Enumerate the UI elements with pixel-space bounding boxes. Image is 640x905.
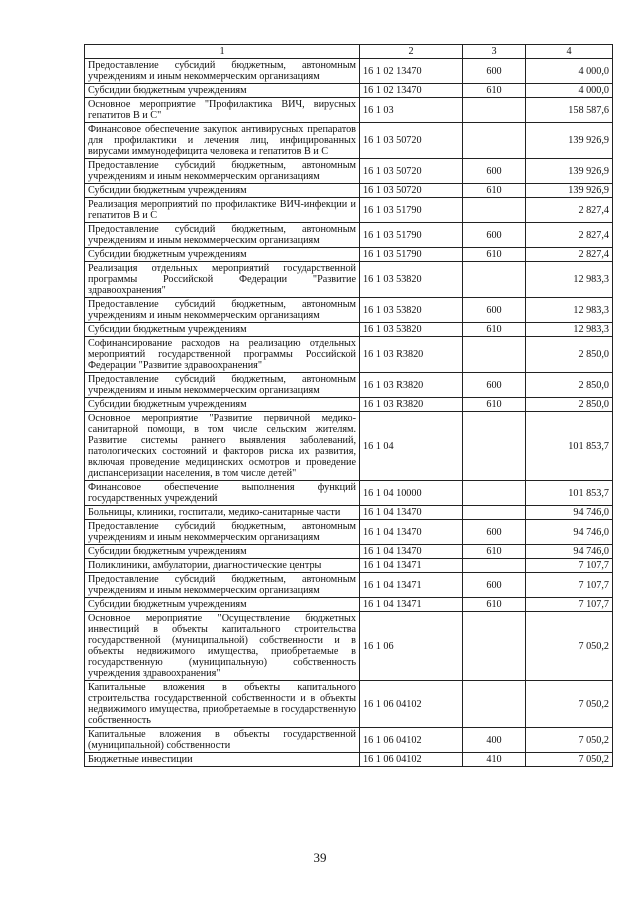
row-expense-type: 610 <box>463 84 526 98</box>
row-amount: 139 926,9 <box>526 184 613 198</box>
row-name: Субсидии бюджетным учреждениям <box>85 184 360 198</box>
row-expense-type: 600 <box>463 59 526 84</box>
row-code: 16 1 06 04102 <box>360 681 463 728</box>
row-code: 16 1 04 10000 <box>360 481 463 506</box>
row-expense-type <box>463 559 526 573</box>
header-col-3: 3 <box>463 45 526 59</box>
table-row <box>85 728 613 753</box>
row-amount: 158 587,6 <box>526 98 613 123</box>
row-amount: 4 000,0 <box>526 59 613 84</box>
row-amount: 2 850,0 <box>526 398 613 412</box>
row-code: 16 1 04 13471 <box>360 598 463 612</box>
row-code: 16 1 03 50720 <box>360 159 463 184</box>
row-code: 16 1 02 13470 <box>360 84 463 98</box>
table-row <box>85 59 613 84</box>
row-name: Основное мероприятие "Осуществление бюджетных инвестиций в объекты капитального строительства государственной (муниципальной) собственности и в объекты недвижимого имущества, приобретаемые в государственную (муниципальную) собственность учреждения здравоохранения" <box>85 612 360 681</box>
row-amount: 139 926,9 <box>526 159 613 184</box>
row-name: Основное мероприятие "Развитие первичной медико-санитарной помощи, в том числе сельским жителям. Развитие системы раннего выявления заболеваний, патологических состояний и факторов риска их развития, включая проведение медицинских осмотров и проведение диспансеризации населения, в том числе детей" <box>85 412 360 481</box>
row-amount: 7 107,7 <box>526 573 613 598</box>
row-name: Предоставление субсидий бюджетным, автономным учреждениям и иным некоммерческим организациям <box>85 573 360 598</box>
row-expense-type <box>463 681 526 728</box>
table-row <box>85 184 613 198</box>
row-amount: 7 050,2 <box>526 753 613 767</box>
row-code: 16 1 03 R3820 <box>360 337 463 373</box>
row-name: Предоставление субсидий бюджетным, автономным учреждениям и иным некоммерческим организациям <box>85 59 360 84</box>
row-amount: 139 926,9 <box>526 123 613 159</box>
row-code: 16 1 04 13471 <box>360 559 463 573</box>
row-amount: 7 050,2 <box>526 612 613 681</box>
row-code: 16 1 03 <box>360 98 463 123</box>
row-amount: 7 050,2 <box>526 681 613 728</box>
row-amount: 12 983,3 <box>526 323 613 337</box>
row-code: 16 1 03 50720 <box>360 184 463 198</box>
row-expense-type <box>463 412 526 481</box>
row-code: 16 1 06 <box>360 612 463 681</box>
row-amount: 101 853,7 <box>526 481 613 506</box>
row-expense-type: 610 <box>463 323 526 337</box>
row-amount: 94 746,0 <box>526 506 613 520</box>
row-amount: 7 050,2 <box>526 728 613 753</box>
row-name: Капитальные вложения в объекты капитального строительства государственной собственности и в объекты недвижимого имущества, приобретаемые в государственную собственность <box>85 681 360 728</box>
row-name: Поликлиники, амбулатории, диагностические центры <box>85 559 360 573</box>
header-col-4: 4 <box>526 45 613 59</box>
row-amount: 12 983,3 <box>526 262 613 298</box>
table-body <box>85 59 613 767</box>
row-expense-type <box>463 262 526 298</box>
table-row <box>85 412 613 481</box>
row-expense-type <box>463 337 526 373</box>
row-name: Субсидии бюджетным учреждениям <box>85 398 360 412</box>
row-code: 16 1 02 13470 <box>360 59 463 84</box>
row-code: 16 1 06 04102 <box>360 753 463 767</box>
table-row <box>85 323 613 337</box>
row-amount: 2 850,0 <box>526 373 613 398</box>
row-name: Реализация отдельных мероприятий государственной программы Российской Федерации "Развитие здравоохранения" <box>85 262 360 298</box>
row-name: Софинансирование расходов на реализацию отдельных мероприятий государственной программы Российской Федерации "Развитие здравоохранения" <box>85 337 360 373</box>
row-expense-type: 400 <box>463 728 526 753</box>
row-amount: 2 827,4 <box>526 248 613 262</box>
table-row <box>85 123 613 159</box>
row-code: 16 1 06 04102 <box>360 728 463 753</box>
row-amount: 7 107,7 <box>526 559 613 573</box>
table-row <box>85 262 613 298</box>
row-expense-type: 610 <box>463 184 526 198</box>
row-expense-type: 410 <box>463 753 526 767</box>
row-name: Субсидии бюджетным учреждениям <box>85 84 360 98</box>
header-col-2: 2 <box>360 45 463 59</box>
row-name: Субсидии бюджетным учреждениям <box>85 598 360 612</box>
row-amount: 2 827,4 <box>526 223 613 248</box>
row-amount: 94 746,0 <box>526 520 613 545</box>
row-name: Предоставление субсидий бюджетным, автономным учреждениям и иным некоммерческим организациям <box>85 159 360 184</box>
row-expense-type: 610 <box>463 598 526 612</box>
table-row <box>85 681 613 728</box>
table-row <box>85 98 613 123</box>
row-expense-type: 600 <box>463 373 526 398</box>
row-name: Субсидии бюджетным учреждениям <box>85 323 360 337</box>
row-name: Субсидии бюджетным учреждениям <box>85 545 360 559</box>
table-row <box>85 298 613 323</box>
row-code: 16 1 03 R3820 <box>360 398 463 412</box>
row-code: 16 1 03 R3820 <box>360 373 463 398</box>
row-expense-type <box>463 612 526 681</box>
table-row <box>85 398 613 412</box>
row-code: 16 1 04 13470 <box>360 545 463 559</box>
row-code: 16 1 04 <box>360 412 463 481</box>
row-amount: 2 827,4 <box>526 198 613 223</box>
row-expense-type <box>463 98 526 123</box>
header-col-1: 1 <box>85 45 360 59</box>
row-amount: 12 983,3 <box>526 298 613 323</box>
table-row <box>85 612 613 681</box>
row-code: 16 1 03 51790 <box>360 223 463 248</box>
row-name: Больницы, клиники, госпитали, медико-санитарные части <box>85 506 360 520</box>
row-name: Предоставление субсидий бюджетным, автономным учреждениям и иным некоммерческим организациям <box>85 373 360 398</box>
row-code: 16 1 04 13470 <box>360 520 463 545</box>
table-row <box>85 753 613 767</box>
row-name: Предоставление субсидий бюджетным, автономным учреждениям и иным некоммерческим организациям <box>85 520 360 545</box>
row-expense-type <box>463 123 526 159</box>
row-name: Реализация мероприятий по профилактике ВИЧ-инфекции и гепатитов В и С <box>85 198 360 223</box>
header-row <box>85 45 613 59</box>
table-row <box>85 223 613 248</box>
row-expense-type <box>463 481 526 506</box>
row-expense-type: 610 <box>463 248 526 262</box>
row-amount: 2 850,0 <box>526 337 613 373</box>
row-name: Капитальные вложения в объекты государственной (муниципальной) собственности <box>85 728 360 753</box>
row-code: 16 1 03 51790 <box>360 198 463 223</box>
table-row <box>85 373 613 398</box>
table-row <box>85 337 613 373</box>
table-row <box>85 545 613 559</box>
row-expense-type: 600 <box>463 223 526 248</box>
row-expense-type <box>463 198 526 223</box>
row-code: 16 1 03 50720 <box>360 123 463 159</box>
table-row <box>85 159 613 184</box>
row-expense-type: 600 <box>463 159 526 184</box>
row-amount: 7 107,7 <box>526 598 613 612</box>
row-code: 16 1 03 53820 <box>360 262 463 298</box>
row-expense-type: 600 <box>463 520 526 545</box>
row-expense-type: 610 <box>463 545 526 559</box>
row-code: 16 1 03 53820 <box>360 298 463 323</box>
table-row <box>85 573 613 598</box>
row-name: Предоставление субсидий бюджетным, автономным учреждениям и иным некоммерческим организациям <box>85 298 360 323</box>
table-row <box>85 520 613 545</box>
row-expense-type: 600 <box>463 573 526 598</box>
row-amount: 4 000,0 <box>526 84 613 98</box>
row-code: 16 1 03 53820 <box>360 323 463 337</box>
page-number: 39 <box>313 850 327 865</box>
budget-table <box>84 44 613 767</box>
row-expense-type <box>463 506 526 520</box>
row-name: Бюджетные инвестиции <box>85 753 360 767</box>
row-name: Субсидии бюджетным учреждениям <box>85 248 360 262</box>
table-row <box>85 248 613 262</box>
table-row <box>85 559 613 573</box>
table-row <box>85 481 613 506</box>
table-row <box>85 598 613 612</box>
row-name: Предоставление субсидий бюджетным, автономным учреждениям и иным некоммерческим организациям <box>85 223 360 248</box>
row-code: 16 1 03 51790 <box>360 248 463 262</box>
table-row <box>85 84 613 98</box>
row-code: 16 1 04 13470 <box>360 506 463 520</box>
row-expense-type: 600 <box>463 298 526 323</box>
table-row <box>85 198 613 223</box>
row-expense-type: 610 <box>463 398 526 412</box>
row-amount: 101 853,7 <box>526 412 613 481</box>
row-code: 16 1 04 13471 <box>360 573 463 598</box>
row-name: Финансовое обеспечение выполнения функций государственных учреждений <box>85 481 360 506</box>
table-row <box>85 506 613 520</box>
row-amount: 94 746,0 <box>526 545 613 559</box>
row-name: Основное мероприятие "Профилактика ВИЧ, вирусных гепатитов В и С" <box>85 98 360 123</box>
row-name: Финансовое обеспечение закупок антивирусных препаратов для профилактики и лечения лиц, инфицированных вирусами иммунодефицита человека и гепатитов В и С <box>85 123 360 159</box>
